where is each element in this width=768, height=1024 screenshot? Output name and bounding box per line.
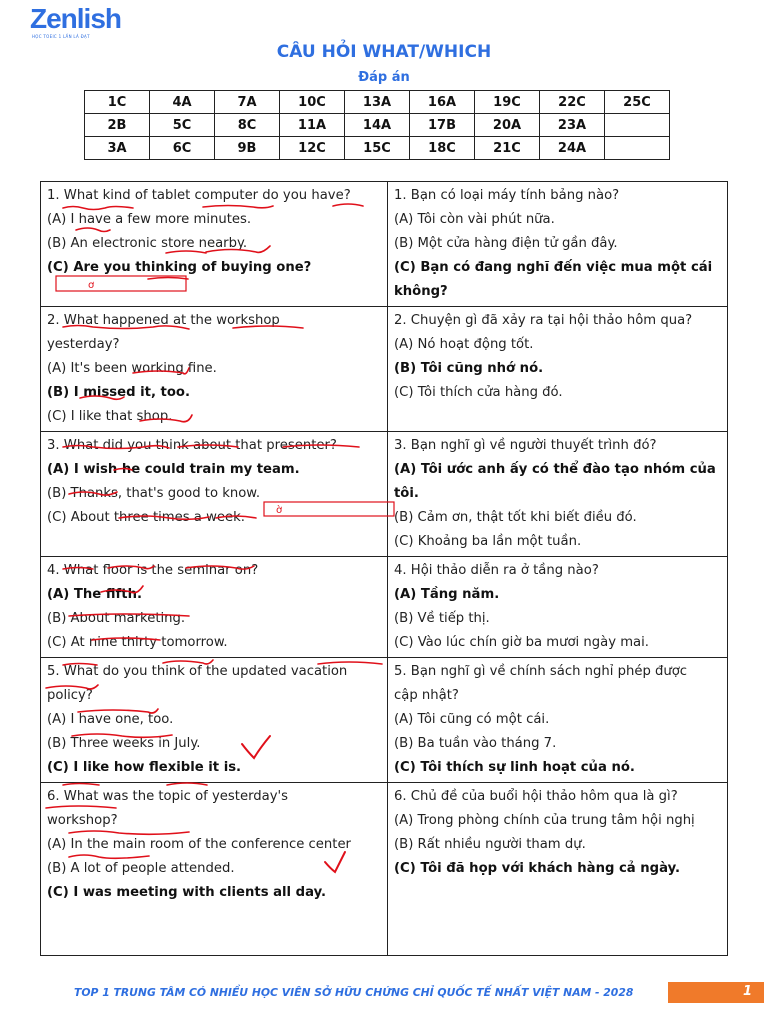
english-cell: [41, 182, 388, 307]
option-c-vi-correct: (C) Bạn có đang nghĩ đến việc mua một cái không?: [394, 260, 713, 299]
option-a-vi-correct: (A) Tôi ước anh ấy có thể đào tạo nhóm của tôi.: [394, 462, 716, 501]
page-number: 1: [742, 984, 752, 999]
option-b: (B) About marketing.: [47, 611, 186, 626]
spacer: [47, 905, 381, 929]
question-text: 1. What kind of tablet computer do you have?: [47, 188, 351, 203]
answer-key-row: [85, 91, 670, 114]
option-c-vi-correct: (C) Tôi đã họp với khách hàng cả ngày.: [394, 861, 681, 876]
option-b-vi: (B) Về tiếp thị.: [394, 611, 490, 626]
option-a-correct: (A) The fifth.: [47, 587, 142, 602]
footer-slogan: TOP 1 TRUNG TÂM CÓ NHIỀU HỌC VIÊN SỞ HỮU CHỨNG CHỈ QUỐC TẾ NHẤT VIỆT NAM - 2028: [74, 986, 634, 999]
option-a-vi: (A) Nó hoạt động tốt.: [394, 337, 534, 352]
answer-cell: 9B: [215, 137, 280, 160]
question-text-vi: 2. Chuyện gì đã xảy ra tại hội thảo hôm qua?: [394, 313, 693, 328]
question-row: [41, 182, 728, 307]
question-text-cont: yesterday?: [47, 337, 120, 352]
spacer: [47, 530, 381, 554]
vietnamese-cell: [388, 783, 728, 956]
answer-cell: 22C: [540, 91, 605, 114]
answer-cell: 13A: [345, 91, 410, 114]
answer-cell: [605, 114, 670, 137]
option-a-correct: (A) I wish he could train my team.: [47, 462, 300, 477]
answer-cell: 1C: [85, 91, 150, 114]
option-b-vi: (B) Một cửa hàng điện tử gần đây.: [394, 236, 618, 251]
answer-cell: 24A: [540, 137, 605, 160]
option-a-vi: (A) Tôi còn vài phút nữa.: [394, 212, 555, 227]
question-text: 6. What was the topic of yesterday's: [47, 789, 289, 804]
answer-cell: 20A: [475, 114, 540, 137]
option-c-vi: (C) Khoảng ba lần một tuần.: [394, 534, 582, 549]
question-text-vi: 6. Chủ đề của buổi hội thảo hôm qua là gì?: [394, 789, 678, 804]
english-cell: [41, 658, 388, 783]
option-b-vi-correct: (B) Tôi cũng nhớ nó.: [394, 361, 544, 376]
question-row: [41, 307, 728, 432]
option-b: (B) Three weeks in July.: [47, 736, 201, 751]
option-c-vi: (C) Tôi thích cửa hàng đó.: [394, 385, 563, 400]
zenlish-logo: [30, 4, 121, 39]
answer-cell: 14A: [345, 114, 410, 137]
option-c-correct: (C) I was meeting with clients all day.: [47, 885, 326, 900]
answer-cell: [605, 137, 670, 160]
answer-cell: 16A: [410, 91, 475, 114]
question-row: [41, 432, 728, 557]
answer-key-table: [84, 90, 670, 160]
option-b-vi: (B) Rất nhiều người tham dự.: [394, 837, 586, 852]
option-b: (B) An electronic store nearby.: [47, 236, 248, 251]
vietnamese-cell: [388, 557, 728, 658]
question-row: [41, 783, 728, 956]
answer-key-row: [85, 137, 670, 160]
vietnamese-cell: [388, 658, 728, 783]
logo-text: Zenlish: [30, 3, 122, 34]
question-row: [41, 658, 728, 783]
option-c-correct: (C) I like how flexible it is.: [47, 760, 242, 775]
option-b: (B) A lot of people attended.: [47, 861, 235, 876]
answer-cell: 12C: [280, 137, 345, 160]
answer-key-row: [85, 114, 670, 137]
question-text-cont: policy?: [47, 688, 93, 703]
option-a-vi: (A) Trong phòng chính của trung tâm hội nghị: [394, 813, 695, 828]
answer-cell: 15C: [345, 137, 410, 160]
ink-note-mark: ơ: [88, 280, 95, 291]
option-a: (A) I have one, too.: [47, 712, 174, 727]
question-text: 5. What do you think of the updated vacation: [47, 664, 348, 679]
vietnamese-cell: [388, 307, 728, 432]
question-row: [41, 557, 728, 658]
answer-cell: 8C: [215, 114, 280, 137]
page-title: CÂU HỎI WHAT/WHICH: [276, 42, 492, 62]
answer-cell: 17B: [410, 114, 475, 137]
english-cell: [41, 432, 388, 557]
answer-cell: 25C: [605, 91, 670, 114]
answer-cell: 23A: [540, 114, 605, 137]
option-b-vi: (B) Cảm ơn, thật tốt khi biết điều đó.: [394, 510, 637, 525]
english-cell: [41, 557, 388, 658]
vietnamese-cell: [388, 432, 728, 557]
answer-cell: 11A: [280, 114, 345, 137]
option-c-correct: (C) Are you thinking of buying one?: [47, 260, 312, 275]
answer-cell: 10C: [280, 91, 345, 114]
option-a-vi-correct: (A) Tầng năm.: [394, 587, 500, 602]
option-b: (B) Thanks, that's good to know.: [47, 486, 261, 501]
vietnamese-cell: [388, 182, 728, 307]
question-text-cont: workshop?: [47, 813, 118, 828]
answer-cell: 7A: [215, 91, 280, 114]
answer-cell: 2B: [85, 114, 150, 137]
option-b-correct: (B) I missed it, too.: [47, 385, 190, 400]
english-cell: [41, 783, 388, 956]
answer-cell: 19C: [475, 91, 540, 114]
question-text: 3. What did you think about that presenter?: [47, 438, 337, 453]
question-text-vi: 5. Bạn nghĩ gì về chính sách nghỉ phép được: [394, 664, 688, 679]
answer-cell: 5C: [150, 114, 215, 137]
answer-cell: 21C: [475, 137, 540, 160]
page-number-badge: [668, 982, 764, 1003]
option-a-vi: (A) Tôi cũng có một cái.: [394, 712, 550, 727]
option-c-vi-correct: (C) Tôi thích sự linh hoạt của nó.: [394, 760, 635, 775]
logo-tagline: HỌC TOEIC 1 LẦN LÀ ĐẠT: [32, 34, 90, 39]
answer-cell: 4A: [150, 91, 215, 114]
option-c: (C) At nine thirty tomorrow.: [47, 635, 228, 650]
answer-cell: 3A: [85, 137, 150, 160]
question-text: 2. What happened at the workshop: [47, 313, 280, 328]
option-a: (A) In the main room of the conference center: [47, 837, 351, 852]
option-a: (A) I have a few more minutes.: [47, 212, 252, 227]
question-text-vi: 3. Bạn nghĩ gì về người thuyết trình đó?: [394, 438, 657, 453]
question-text-vi: 1. Bạn có loại máy tính bảng nào?: [394, 188, 620, 203]
option-c: (C) About three times a week.: [47, 510, 245, 525]
question-text: 4. What floor is the seminar on?: [47, 563, 259, 578]
question-table: [40, 181, 728, 956]
option-a: (A) It's been working fine.: [47, 361, 217, 376]
spacer: [47, 929, 381, 953]
answer-cell: 6C: [150, 137, 215, 160]
option-c: (C) I like that shop.: [47, 409, 173, 424]
option-b-vi: (B) Ba tuần vào tháng 7.: [394, 736, 557, 751]
answer-key-heading: Đáp án: [358, 70, 410, 85]
option-c-vi: (C) Vào lúc chín giờ ba mươi ngày mai.: [394, 635, 649, 650]
answer-cell: 18C: [410, 137, 475, 160]
english-cell: [41, 307, 388, 432]
question-text-vi: 4. Hội thảo diễn ra ở tầng nào?: [394, 563, 599, 578]
spacer: [47, 280, 381, 304]
ink-note-mark: ờ: [276, 505, 283, 516]
question-text-vi-cont: cập nhật?: [394, 688, 459, 703]
